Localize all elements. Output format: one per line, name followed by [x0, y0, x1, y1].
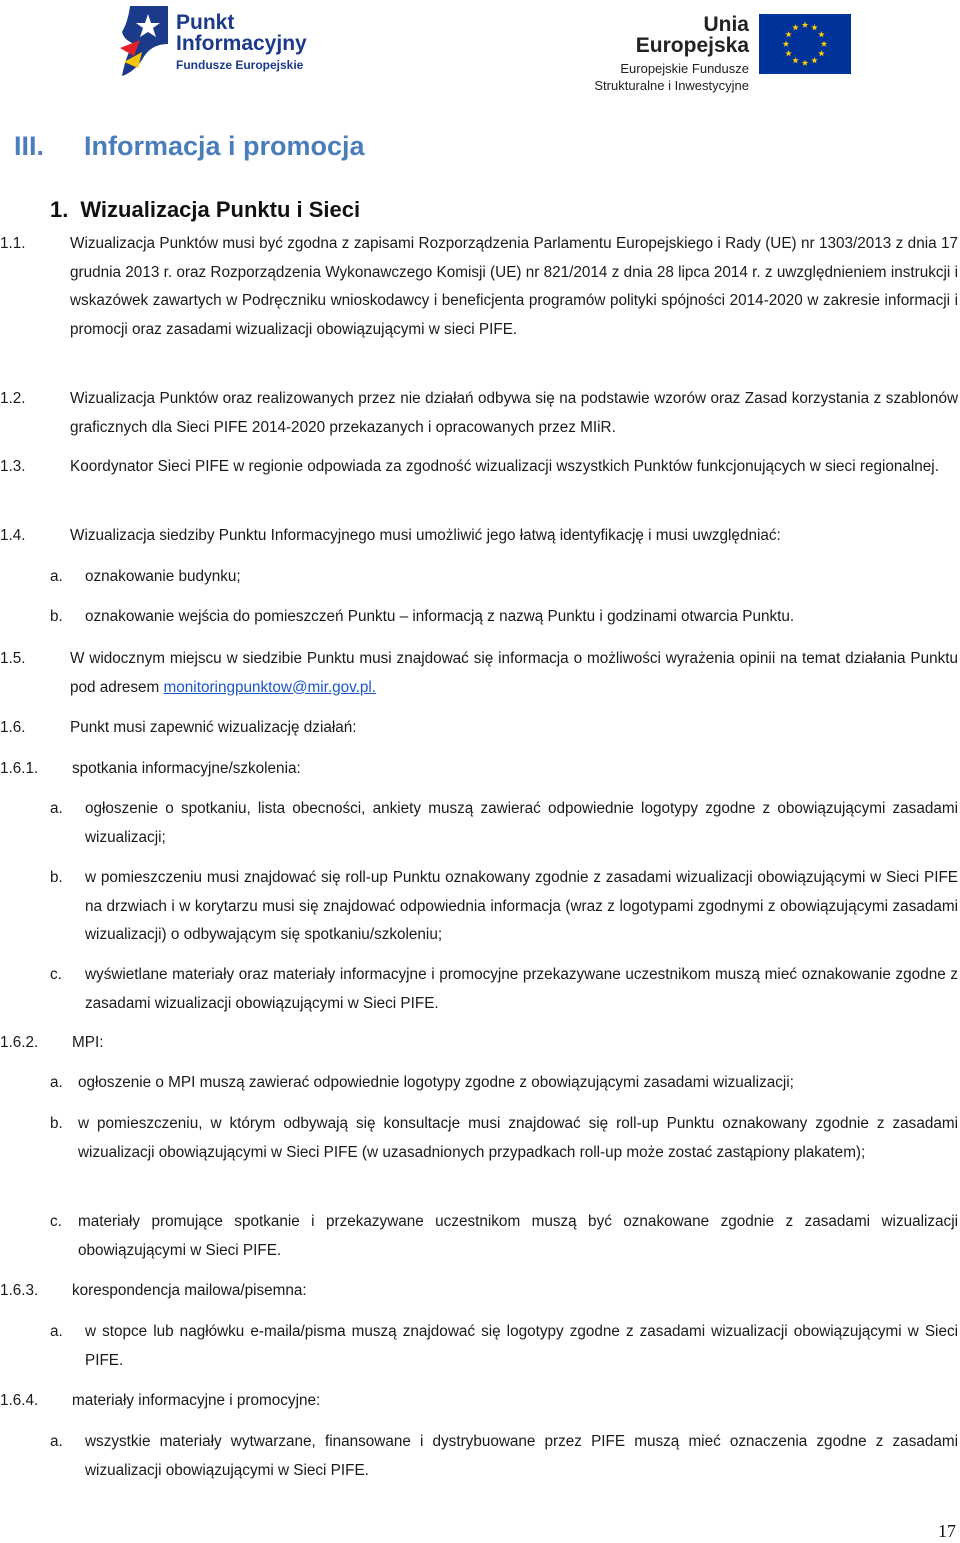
list-text: w pomieszczeniu, w którym odbywają się konsultacje musi znajdować się roll-up Punktu oznakowany zgodnie z zasadami wizualizacji obowiązującymi w Sieci PIFE (w uzasadnionych przypadkach roll-up może zostać zastąpiony plakatem); [78, 1115, 958, 1161]
page-number: 17 [938, 1521, 956, 1541]
subsection-title: Wizualizacja Punktu i Sieci [80, 197, 361, 222]
paragraph-label: 1.6.1. [0, 760, 39, 777]
paragraph-label: 1.4. [0, 527, 26, 544]
eu-line-3: Strukturalne i Inwestycyjne [594, 78, 749, 93]
paragraph-label: 1.5. [0, 650, 26, 667]
paragraph-text: Punkt musi zapewnić wizualizację działań: [70, 719, 357, 736]
list-text: oznakowanie budynku; [85, 568, 241, 585]
logo-line-1: Punkt [176, 11, 235, 34]
section-number: III. [14, 131, 45, 161]
list-text: wszystkie materiały wytwarzane, finansowane i dystrybuowane przez PIFE muszą mieć oznaczenia zgodne z zasadami wizualizacji obowiązującymi w Sieci PIFE. [85, 1433, 958, 1479]
subsection-number: 1. [50, 197, 69, 222]
list-text: ogłoszenie o spotkaniu, lista obecności, ankiety muszą zawierać odpowiednie logotypy zgodne z obowiązującymi zasadami wizualizacji; [85, 800, 958, 846]
logo-line-3: Fundusze Europejskie [176, 58, 304, 72]
paragraph-text-part: W widocznym miejscu w siedzibie Punktu musi znajdować się informacja o możliwości wyrażenia opinii na temat działania Punktu pod adresem [70, 650, 958, 696]
paragraph-text: spotkania informacyjne/szkolenia: [72, 760, 301, 777]
paragraph-label: 1.6.4. [0, 1392, 39, 1409]
eu-line-2: Europejskie Fundusze [620, 61, 749, 76]
paragraph-text: Wizualizacja siedziby Punktu Informacyjnego musi umożliwić jego łatwą identyfikację i musi uwzględniać: [70, 527, 781, 544]
eu-line-1: Unia Europejska [635, 13, 749, 57]
paragraph-label: 1.2. [0, 390, 26, 407]
list-label: b. [50, 608, 63, 625]
list-label: a. [50, 1074, 63, 1091]
paragraph-label: 1.1. [0, 235, 26, 252]
paragraph-text [70, 230, 958, 344]
list-label: b. [50, 869, 63, 886]
paragraph-label: 1.6.2. [0, 1034, 39, 1051]
subsection-heading [50, 197, 360, 223]
paragraph-text: Koordynator Sieci PIFE w regionie odpowiada za zgodność wizualizacji wszystkich Punktów funkcjonujących w sieci regionalnej. [70, 458, 939, 475]
paragraph-text: korespondencja mailowa/pisemna: [72, 1282, 307, 1299]
paragraph-text: materiały informacyjne i promocyjne: [72, 1392, 321, 1409]
list-label: c. [50, 966, 62, 983]
paragraph-text: MPI: [72, 1034, 104, 1051]
punkt-informacyjny-logo [120, 4, 320, 82]
paragraph-text-part-2: z uwzględnieniem instrukcji i wskazówek zawartych w Podręczniku wnioskodawcy i beneficjenta programów polityki spójności 2014-2020 w zakresie informacji i promocji oraz zasadami wizualizacji obowiązującymi w sieci PIFE. [70, 263, 958, 338]
logo-text [176, 12, 307, 71]
list-text: ogłoszenie o MPI muszą zawierać odpowiednie logotypy zgodne z obowiązującymi zasadami wizualizacji; [78, 1074, 794, 1091]
list-label: a. [50, 1323, 63, 1340]
list-label: b. [50, 1115, 63, 1132]
eu-logo-text [585, 14, 749, 92]
list-label: a. [50, 1433, 63, 1450]
star-emblem-icon [120, 4, 170, 78]
list-text: materiały promujące spotkanie i przekazywane uczestnikom muszą być oznakowane zgodnie z zasadami wizualizacji obowiązującymi w Sieci PIFE. [78, 1213, 958, 1259]
section-title: Informacja i promocja [84, 131, 365, 161]
paragraph-label: 1.3. [0, 458, 26, 475]
paragraph-label: 1.6.3. [0, 1282, 39, 1299]
eu-logo [585, 13, 855, 93]
email-link[interactable]: monitoringpunktow@mir.gov.pl. [163, 678, 377, 696]
paragraph-text: Wizualizacja Punktów oraz realizowanych przez nie działań odbywa się na podstawie wzorów oraz Zasad korzystania z szablonów graficznych dla Sieci PIFE 2014-2020 przekazanych i opracowanych przez MIiR. [70, 390, 958, 436]
list-text: w pomieszczeniu musi znajdować się roll-up Punktu oznakowany zgodnie z zasadami wizualizacji obowiązującymi w Sieci PIFE na drzwiach i w korytarzu musi się znajdować odpowiednia informacja (wraz z logotypami zgodnymi z obowiązującymi zasadami wizualizacji) o odbywającym się spotkaniu/szkoleniu; [85, 869, 958, 943]
paragraph-text-part-1: Wizualizacja Punktów musi być zgodna z zapisami Rozporządzenia Parlamentu Europejskiego i Rady (UE) nr 1303/2013 z dnia 17 grudnia 2013 r. oraz Rozporządzenia Wykonawczego Komisji (UE) nr 821/2014 z dnia 28 lipca 2014 r. [70, 235, 958, 281]
list-label: c. [50, 1213, 62, 1230]
paragraph-text [70, 645, 958, 702]
eu-flag-icon [759, 14, 851, 74]
list-text: w stopce lub nagłówku e-maila/pisma muszą znajdować się logotypy zgodne z zasadami wizualizacji obowiązującymi w Sieci PIFE. [85, 1323, 958, 1369]
list-label: a. [50, 568, 63, 585]
list-label: a. [50, 800, 63, 817]
logo-line-2: Informacyjny [176, 32, 307, 55]
list-text: wyświetlane materiały oraz materiały informacyjne i promocyjne przekazywane uczestnikom muszą mieć oznakowanie zgodne z zasadami wizualizacji obowiązującymi w Sieci PIFE. [85, 966, 958, 1012]
list-text: oznakowanie wejścia do pomieszczeń Punktu – informacją z nazwą Punktu i godzinami otwarcia Punktu. [85, 608, 795, 625]
paragraph-label: 1.6. [0, 719, 26, 736]
